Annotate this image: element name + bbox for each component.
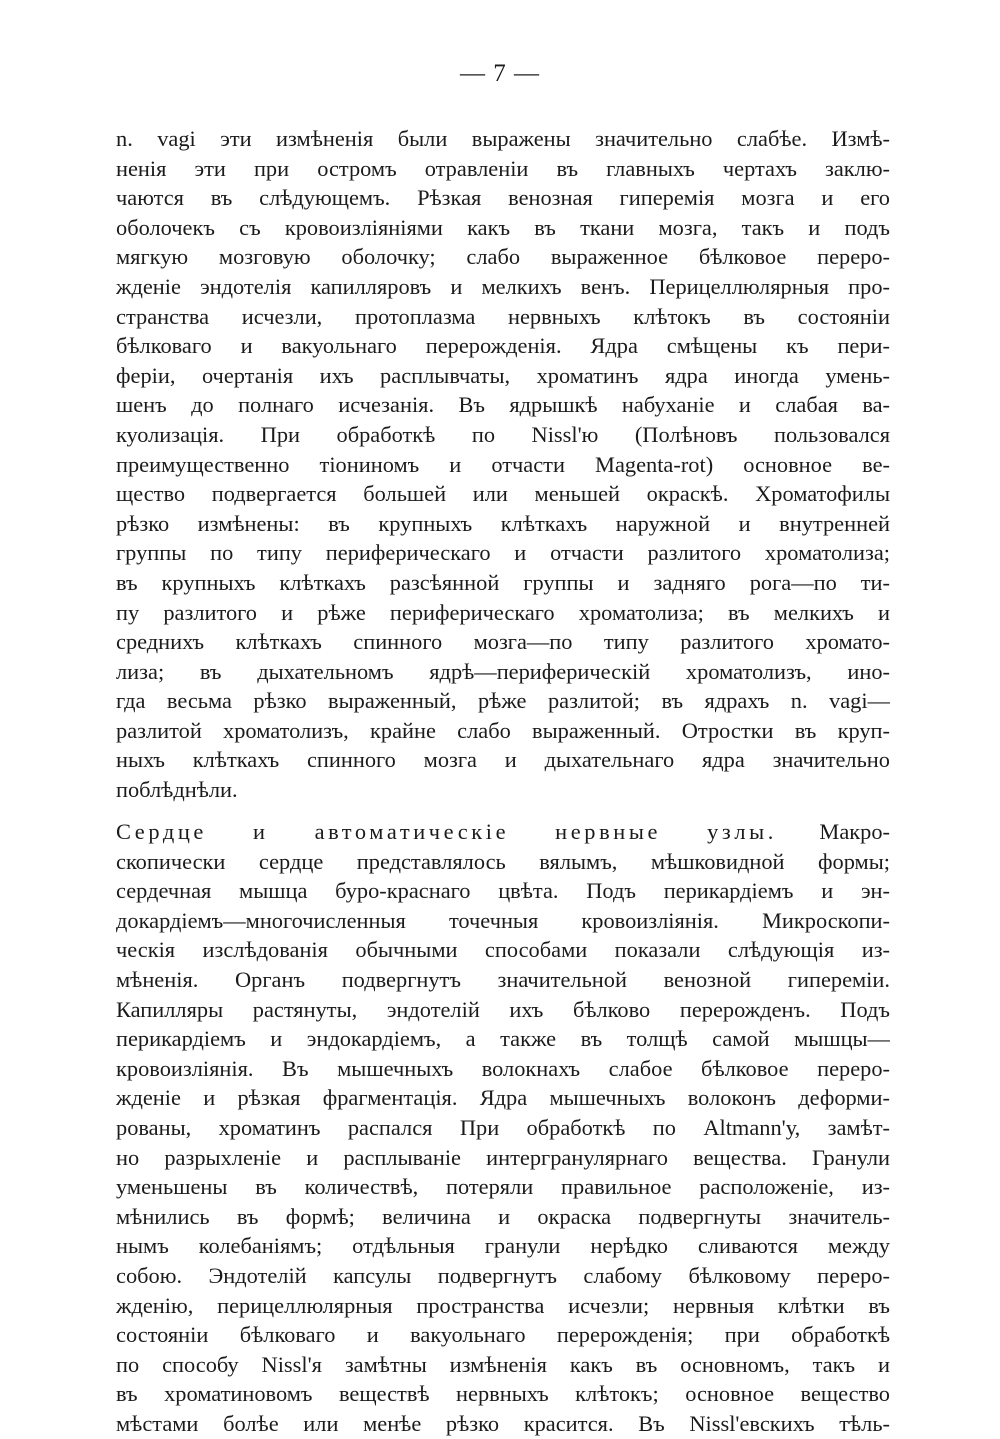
text-line: рѣзко измѣнены: въ крупныхъ клѣткахъ наружной и внутренней [116,510,890,536]
text-line: чаются въ слѣдующемъ. Рѣзкая венозная гиперемія мозга и его [116,185,890,211]
text-line: феріи, очертанія ихъ расплывчаты, хроматинъ ядра иногда умень- [116,362,890,388]
text-line: скопически сердце представлялось вялымъ, мѣшковидной формы; [116,848,890,874]
text-line: куолизація. При обработкѣ по Nissl'ю (Полѣновъ пользовался [116,421,890,447]
text-line: мягкую мозговую оболочку; слабо выраженное бѣлковое переро- [116,244,890,270]
text-line: нымъ колебаніямъ; отдѣльныя гранули нерѣдко сливаются между [116,1233,890,1259]
text-line: n. vagi эти измѣненія были выражены значительно слабѣе. Измѣ- [116,126,890,151]
section-first-line [116,817,890,847]
text-line: уменьшены въ количествѣ, потеряли правильное расположеніе, из- [116,1174,890,1200]
text-line: бѣлковаго и вакуольнаго перерожденія. Ядра смѣщены къ пери- [116,333,890,359]
text-line: состояніи бѣлковаго и вакуольнаго перерожденія; при обработкѣ [116,1322,890,1348]
text-line: перикардіемъ и эндокардіемъ, а также въ толщѣ самой мышцы— [116,1026,890,1052]
text-line: разлитой хроматолизъ, крайне слабо выраженный. Отростки въ круп- [116,717,890,743]
text-line: въ крупныхъ клѣткахъ разсѣянной группы и задняго рога—по ти- [116,569,890,595]
paragraph-1 [116,124,890,805]
text-line: среднихъ клѣткахъ спинного мозга—по типу разлитого хромато- [116,629,890,655]
text-line: странства исчезли, протоплазма нервныхъ клѣтокъ въ состояніи [116,303,890,329]
text-line: ныхъ клѣткахъ спинного мозга и дыхательнаго ядра значительно [116,747,890,773]
text-line: жденію, перицеллюлярныя пространства исчезли; нервныя клѣтки въ [116,1292,890,1318]
text-line: щество подвергается большей или меньшей окраскѣ. Хроматофилы [116,481,890,507]
text-line: жденіе и рѣзкая фрагментація. Ядра мышечныхъ волоконъ деформи- [116,1085,890,1111]
text-line: гда весьма рѣзко выраженный, рѣже разлитой; въ ядрахъ n. vagi— [116,688,890,714]
text-line: поблѣднѣли. [116,777,238,803]
text-line: но разрыхленіе и расплываніе интергранулярнаго вещества. Гранули [116,1144,890,1170]
text-line: рованы, хроматинъ распался При обработкѣ по Altmann'у, замѣт- [116,1115,890,1140]
text-line: лиза; въ дыхательномъ ядрѣ—периферическій хроматолизъ, ино- [116,658,890,684]
text-line: въ хроматиновомъ веществѣ нервныхъ клѣтокъ; основное вещество [116,1381,890,1407]
text-line: шенъ до полнаго исчезанія. Въ ядрышкѣ набуханіе и слабая ва- [116,392,890,418]
text-line: докардіемъ—многочисленныя точечныя кровоизліянія. Микроскопи- [116,907,890,933]
text-line: мѣнились въ формѣ; величина и окраска подвергнуты значитель- [116,1203,890,1229]
text-line: преимущественно тіониномъ и отчасти Magenta-rot) основное ве- [116,451,890,477]
section-heading: Сердце и автоматическіе нервные узлы. [116,818,777,844]
text-line: Капилляры растянуты, эндотелій ихъ бѣлково перерожденъ. Подъ [116,996,890,1022]
paragraph-2 [116,817,890,1439]
section-first-line-rest: Макро- [819,818,890,844]
text-line: оболочекъ съ кровоизліяніями какъ въ ткани мозга, такъ и подъ [116,214,890,240]
page-number: — 7 — [460,60,540,87]
text-line: жденіе эндотелія капилляровъ и мелкихъ венъ. Перицеллюлярныя про- [116,273,890,299]
text-line: собою. Эндотелій капсулы подвергнутъ слабому бѣлковому переро- [116,1262,890,1288]
text-line: ческія изслѣдованія обычными способами показали слѣдующія из- [116,937,890,963]
body-text [116,124,890,1439]
text-line: группы по типу периферическаго и отчасти разлитого хроматолиза; [116,540,890,566]
text-line: по способу Nissl'я замѣтны измѣненія какъ въ основномъ, такъ и [116,1351,890,1377]
text-line: сердечная мышца буро-краснаго цвѣта. Подъ перикардіемъ и эн- [116,878,890,904]
text-line: мѣненія. Органъ подвергнутъ значительной венозной гипереміи. [116,967,890,993]
text-line: мѣстами болѣе или менѣе рѣзко красится. Въ Nissl'евскихъ тѣль- [116,1410,890,1436]
text-line: ненія эти при остромъ отравленіи въ главныхъ чертахъ заклю- [116,155,890,181]
text-line: кровоизліянія. Въ мышечныхъ волокнахъ слабое бѣлковое переро- [116,1055,890,1081]
text-line: пу разлитого и рѣже периферическаго хроматолиза; въ мелкихъ и [116,599,890,625]
